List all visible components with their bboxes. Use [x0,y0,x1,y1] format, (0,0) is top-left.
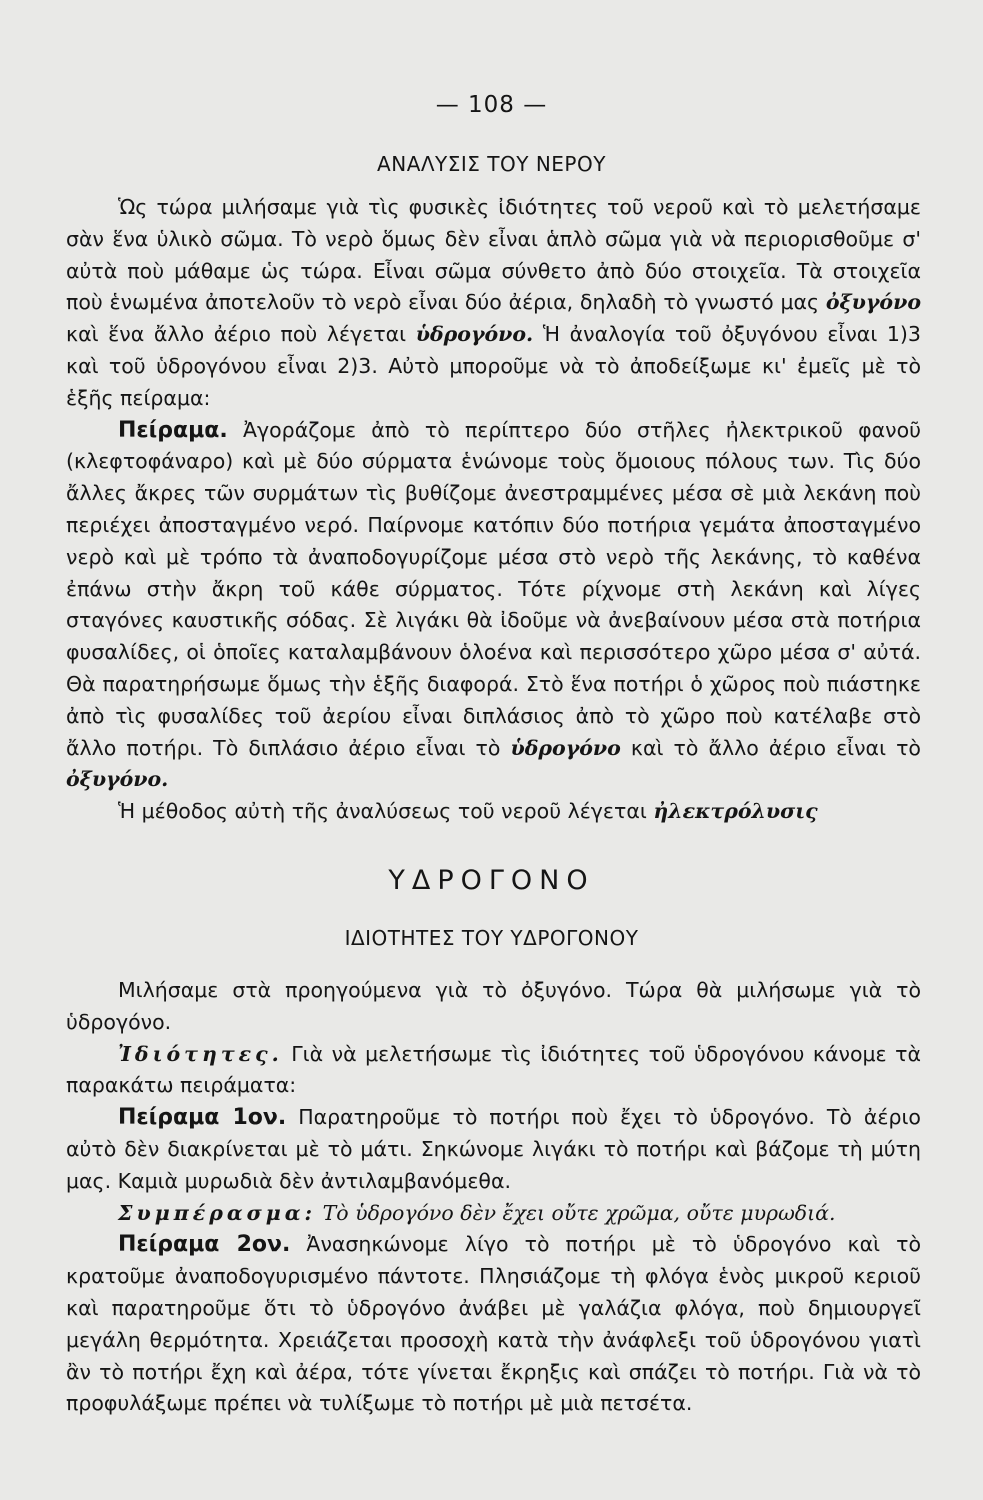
text-run: καὶ ἕνα ἄλλο ἀέριο ποὺ λέγεται [66,322,407,347]
text-run: Ἡ μέθοδος αὐτὴ τῆς ἀναλύσεως τοῦ νεροῦ λέγεται [118,799,647,824]
section-water-analysis-body [66,192,921,828]
conclusion-label: Συμπέρασμα: [118,1200,317,1225]
text-run: Ἀνασηκώνομε λίγο τὸ ποτήρι μὲ τὸ ὑδρογόνο καὶ τὸ κρατοῦμε ἀναποδογυρισμένο πάντοτε. Πλησιάζομε τὴ φλόγα ἑνὸς μικροῦ κεριοῦ καὶ παρατηροῦμε ὅτι τὸ ὑδρογόνο ἀνάβει μὲ γαλάζια φλόγα, ποὺ δημιουργεῖ μεγάλη θερμότητα. Χρειάζεται προσοχὴ κατὰ τὴν ἀνάφλεξι τοῦ ὑδρογόνου γιατὶ ἂν τὸ ποτήρι ἔχη καὶ ἀέρα, τότε γίνεται ἔκρηξις καὶ σπάζει τὸ ποτήρι. Γιὰ νὰ τὸ προφυλάξωμε πρέπει νὰ τυλίξωμε τὸ ποτήρι μὲ μιὰ πετσέτα. [66,1232,921,1416]
term-hydrogen: ὑδρογόνο. [415,322,534,347]
experiment-2-label: Πείραμα 2ον. [118,1232,291,1258]
section-title-hydrogen: ΥΔΡΟΓΟΝΟ [388,865,595,896]
paragraph [66,192,921,415]
term-oxygen: ὀξυγόνο [825,290,921,315]
paragraph [66,796,921,828]
section-subtitle-hydrogen-properties: ΙΔΙΟΤΗΤΕΣ ΤΟΥ ΥΔΡΟΓΟΝΟΥ [344,926,639,950]
text-run: Ὡς τώρα μιλήσαμε γιὰ τὶς φυσικὲς ἰδιότητες τοῦ νεροῦ καὶ τὸ μελετήσαμε σὰν ἕνα ὑλικὸ σῶμα. Τὸ νερὸ ὅμως δὲν εἶναι ἁπλὸ σῶμα γιὰ νὰ περιορισθοῦμε σ' αὐτὰ ποὺ μάθαμε ὡς τώρα. Εἶναι σῶμα σύνθετο ἀπὸ δύο στοιχεῖα. Τὰ στοιχεῖα ποὺ ἑνωμένα ἀποτελοῦν τὸ νερὸ εἶναι δύο ἀέρια, δηλαδὴ τὸ γνωστό μας [66,195,921,315]
paragraph [66,415,921,797]
conclusion-text: Τὸ ὑδρογόνο δὲν ἔχει οὔτε χρῶμα, οὔτε μυρωδιά. [322,1200,836,1225]
term-hydrogen: ὑδρογόνο [510,735,621,760]
text-run: Παρατηροῦμε τὸ ποτήρι ποὺ ἔχει τὸ ὑδρογόνο. Τὸ ἀέριο αὐτὸ δὲν διακρίνεται μὲ τὸ μάτι. Σηκώνομε λιγάκι τὸ ποτήρι καὶ βάζομε τὴ μύτη μας. Καμιὰ μυρωδιὰ δὲν ἀντιλαμβανόμεθα. [66,1105,921,1193]
paragraph [66,1102,921,1197]
page-number: — 108 — [435,92,548,118]
term-electrolysis: ἠλεκτρόλυσις [653,799,818,824]
experiment-label: Πείραμα. [118,417,228,443]
paragraph: Μιλήσαμε στὰ προηγούμενα γιὰ τὸ ὀξυγόνο. Τώρα θὰ μιλήσωμε γιὰ τὸ ὑδρογόνο. [66,978,921,1034]
paragraph [66,1229,921,1420]
section-hydrogen-body [66,975,921,1420]
section-title-water-analysis: ΑΝΑΛΥΣΙΣ ΤΟΥ ΝΕΡΟΥ [377,152,606,176]
text-run: Γιὰ νὰ μελετήσωμε τὶς ἰδιότητες τοῦ ὑδρογόνου κάνομε τὰ παρακάτω πειράματα: [66,1041,921,1098]
text-run: Ἀγοράζομε ἀπὸ τὸ περίπτερο δύο στῆλες ἠλεκτρικοῦ φανοῦ (κλεφτοφάναρο) καὶ μὲ δύο σύρματα ἑνώνομε τοὺς ὅμοιους πόλους των. Τὶς δύο ἄλλες ἄκρες τῶν συρμάτων τὶς βυθίζομε ἀνεστραμμένες μέσα σὲ μιὰ λεκάνη ποὺ περιέχει ἀποσταγμένο νερό. Παίρνομε κατόπιν δύο ποτήρια γεμάτα ἀποσταγμένο νερὸ καὶ μὲ τρόπο τὰ ἀναποδογυρίζομε μέσα στὸ νερὸ τῆς λεκάνης, τὸ καθένα ἐπάνω στὴν ἄκρη τοῦ κάθε σύρματος. Τότε ρίχνομε στὴ λεκάνη καὶ λίγες σταγόνες καυστικῆς σόδας. Σὲ λιγάκι θὰ ἰδοῦμε νὰ ἀνεβαίνουν μέσα στὰ ποτήρια φυσαλίδες, οἱ ὁποῖες καταλαμβάνουν ὁλοένα καὶ περισσότερο χῶρο μέσα σ' αὐτά. Θὰ παρατηρήσωμε ὅμως τὴν ἑξῆς διαφορά. Στὸ ἕνα ποτήρι ὁ χῶρος ποὺ πιάστηκε ἀπὸ τὶς φυσαλίδες τοῦ ἀερίου εἶναι διπλάσιος ἀπὸ τὸ χῶρο ποὺ κατέλαβε στὸ ἄλλο ποτήρι. Τὸ διπλάσιο ἀέριο εἶναι τὸ [66,417,921,760]
term-oxygen: ὀξυγόνο. [66,767,169,792]
properties-label: Ἰδιότητες. [118,1041,283,1066]
experiment-1-label: Πείραμα 1ον. [118,1105,287,1131]
paragraph [66,1198,921,1230]
text-run: καὶ τὸ ἄλλο ἀέριο εἶναι τὸ [630,735,921,760]
text-run: Ἡ ἀναλογία τοῦ ὀξυγόνου εἶναι 1)3 καὶ τοῦ ὑδρογόνου εἶναι 2)3. Αὐτὸ μποροῦμε νὰ τὸ ἀποδείξωμε κι' ἐμεῖς μὲ τὸ ἑξῆς πείραμα: [66,322,921,410]
paragraph [66,1039,921,1103]
